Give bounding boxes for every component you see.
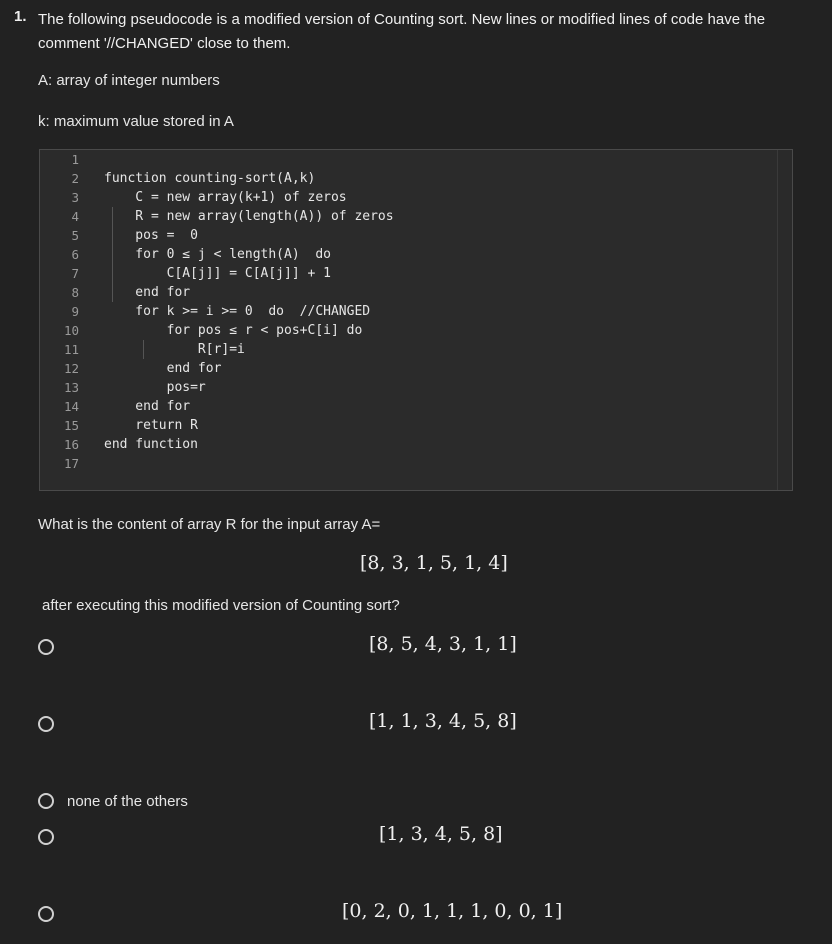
line-number: 17 [63,456,79,471]
question-prompt: What is the content of array R for the input array A= [38,516,381,533]
definition-k: k: maximum value stored in A [38,113,234,130]
line-number: 14 [63,399,79,414]
option-1-formula: [8, 5, 4, 3, 1, 1] [369,633,517,655]
line-number: 2 [71,171,79,186]
line-number: 3 [71,190,79,205]
line-number: 16 [63,437,79,452]
code-line: C = new array(k+1) of zeros [104,190,347,205]
code-line: return R [104,418,198,433]
option-3-label[interactable]: none of the others [67,793,188,810]
line-number: 4 [71,209,79,224]
option-3-radio[interactable] [38,793,54,809]
option-2-formula: [1, 1, 3, 4, 5, 8] [369,710,517,732]
question-number: 1. [14,8,27,25]
option-5-radio[interactable] [38,906,54,922]
line-number: 10 [63,323,79,338]
code-block [39,149,793,491]
line-number: 12 [63,361,79,376]
line-number: 5 [71,228,79,243]
option-2-radio[interactable] [38,716,54,732]
code-line: function counting-sort(A,k) [104,171,316,186]
code-scrollbar[interactable] [777,150,792,490]
option-4-radio[interactable] [38,829,54,845]
code-line: end for [104,285,191,300]
code-line: end for [104,361,222,376]
code-line: end function [104,437,198,452]
definition-a: A: array of integer numbers [38,72,220,89]
code-line: R[r]=i [104,342,245,357]
line-number: 11 [63,342,79,357]
code-line: pos=r [104,380,206,395]
option-4-formula: [1, 3, 4, 5, 8] [379,823,503,845]
line-number: 13 [63,380,79,395]
input-array-formula: [8, 3, 1, 5, 1, 4] [360,552,508,574]
code-line: for k >= i >= 0 do //CHANGED [104,304,371,319]
line-number: 9 [71,304,79,319]
line-number: 1 [71,152,79,167]
option-1-radio[interactable] [38,639,54,655]
line-number: 7 [71,266,79,281]
code-line: pos = 0 [104,228,198,243]
line-number: 15 [63,418,79,433]
code-line: for pos ≤ r < pos+C[i] do [104,323,363,338]
option-5-formula: [0, 2, 0, 1, 1, 1, 0, 0, 1] [342,900,563,922]
line-number: 8 [71,285,79,300]
line-number: 6 [71,247,79,262]
code-line: C[A[j]] = C[A[j]] + 1 [104,266,331,281]
code-line: end for [104,399,191,414]
question-followup: after executing this modified version of Counting sort? [42,597,400,614]
code-line: for 0 ≤ j < length(A) do [104,247,331,262]
code-line: R = new array(length(A)) of zeros [104,209,394,224]
question-text: The following pseudocode is a modified version of Counting sort. New lines or modified lines of code have the comment '//CHANGED' close to them. [38,11,766,52]
